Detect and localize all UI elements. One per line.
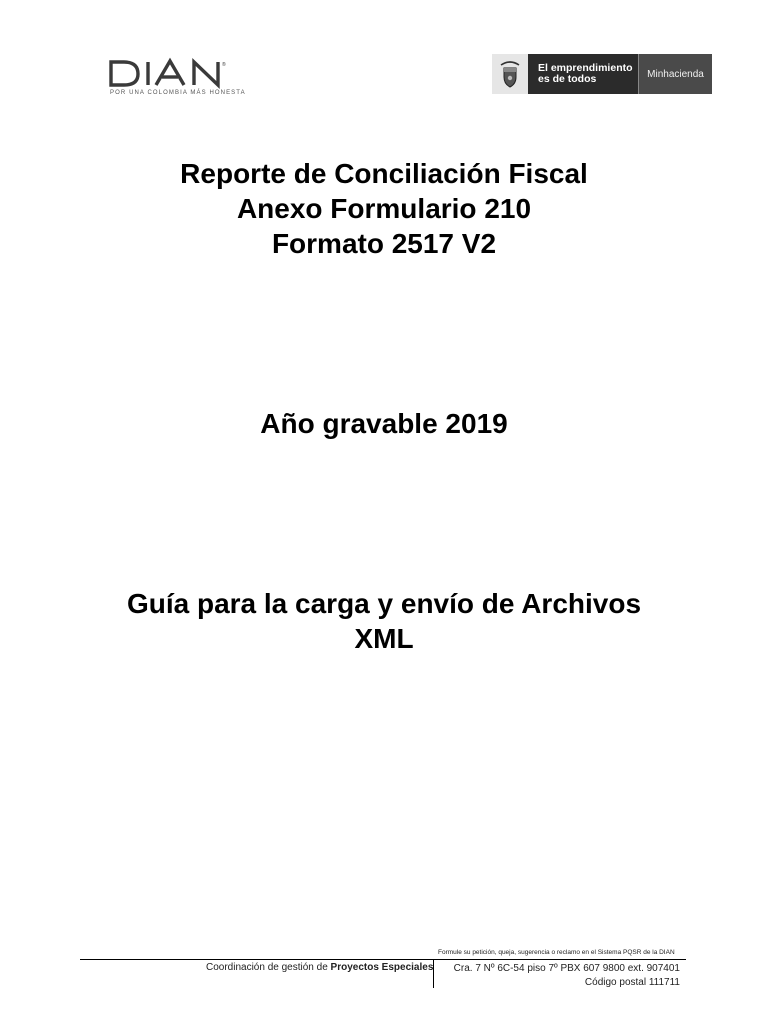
address-block	[454, 962, 680, 990]
postal-code: Código postal 111711	[584, 977, 680, 988]
colombia-coat-of-arms-icon	[492, 54, 528, 94]
title-line-2: Anexo Formulario 210	[236, 193, 532, 224]
guide-line-1: Guía para la carga y envío de Archivos	[126, 588, 642, 619]
title-line-1: Reporte de Conciliación Fiscal	[180, 158, 588, 189]
slogan-line-2: es de todos	[538, 73, 597, 85]
svg-text:®: ®	[222, 62, 226, 68]
tax-year-text: Año gravable 2019	[260, 408, 508, 439]
title-line-3: Formato 2517 V2	[271, 228, 497, 259]
coordination-text	[206, 962, 433, 973]
pqsr-note: Formule su petición, queja, sugerencia o reclamo en el Sistema PQSR de la DIAN	[438, 949, 675, 956]
guide-heading	[0, 586, 768, 656]
slogan-line-1: El emprendimiento	[538, 62, 633, 74]
footer-divider	[80, 959, 686, 960]
coordination-prefix: Coordinación de gestión de	[206, 962, 328, 973]
dian-tagline: POR UNA COLOMBIA MÁS HONESTA	[110, 90, 246, 96]
address-line: Cra. 7 Nº 6C-54 piso 7º PBX 607 9800 ext. 907401	[453, 963, 680, 974]
tax-year-heading	[0, 406, 768, 441]
government-slogan	[528, 54, 638, 94]
coordination-name: Proyectos Especiales	[330, 962, 434, 973]
guide-line-2: XML	[354, 623, 414, 654]
ministry-label: Minhacienda	[638, 54, 712, 94]
government-banner	[492, 54, 712, 94]
document-title	[0, 156, 768, 261]
